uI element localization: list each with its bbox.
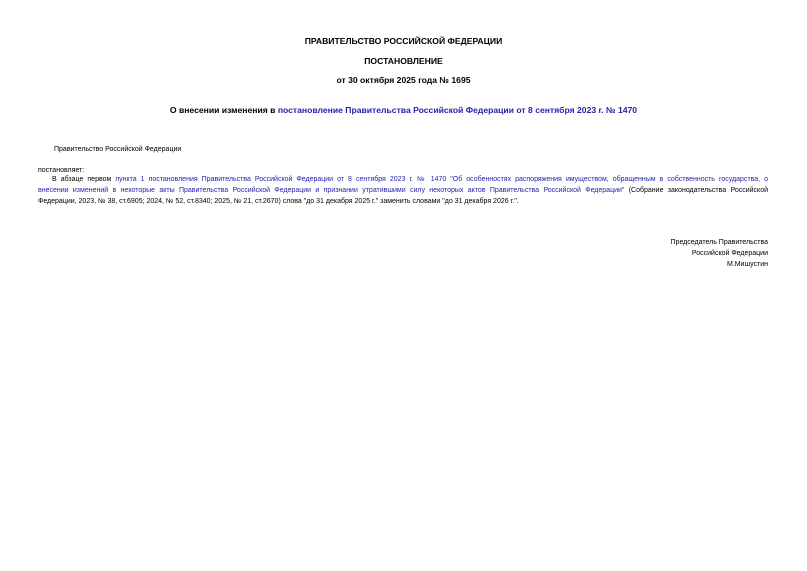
paragraph-text: В абзаце первом	[52, 176, 116, 183]
paragraph-text: (Собрание законодательства Российской	[624, 187, 768, 194]
document-type: ПОСТАНОВЛЕНИЕ	[364, 56, 443, 66]
issuer: Правительство Российской Федерации	[54, 146, 182, 153]
paragraph-line-1	[52, 176, 768, 183]
subject-link[interactable]: постановление Правительства Российской Федерации от 8 сентября 2023 г. № 1470	[277, 105, 638, 115]
signature-name: М.Мишустин	[726, 261, 768, 268]
authority-heading: ПРАВИТЕЛЬСТВО РОССИЙСКОЙ ФЕДЕРАЦИИ	[304, 36, 503, 46]
date-number: от 30 октября 2025 года № 1695	[336, 75, 471, 85]
paragraph-line-3: Федерации, 2023, № 38, ст.6905; 2024, № 52, ст.8340; 2025, № 21, ст.2670) слова "до 31 декабря 2025 г." заменить словами "до 31 декабря 2026 г.".	[38, 198, 519, 205]
paragraph-line-2	[38, 187, 768, 194]
signature-position: Председатель Правительства	[670, 239, 768, 246]
document-subject	[0, 105, 807, 115]
resolves: постановляет:	[38, 167, 85, 174]
reference-link[interactable]: пункта 1 постановления Правительства Российской Федерации от 8 сентября 2023 г. № 1470 "Об особенностях распоряжения имуществом, обращенным в собственность государства, о	[115, 176, 768, 183]
signature-position-2: Российской Федерации	[691, 250, 768, 257]
subject-prefix: О внесении изменения в	[169, 105, 278, 115]
reference-link-continued[interactable]: внесении изменений в некоторые акты Правительства Российской Федерации и признании утратившими силу некоторых актов Правительства Российской Федерации"	[38, 187, 625, 194]
